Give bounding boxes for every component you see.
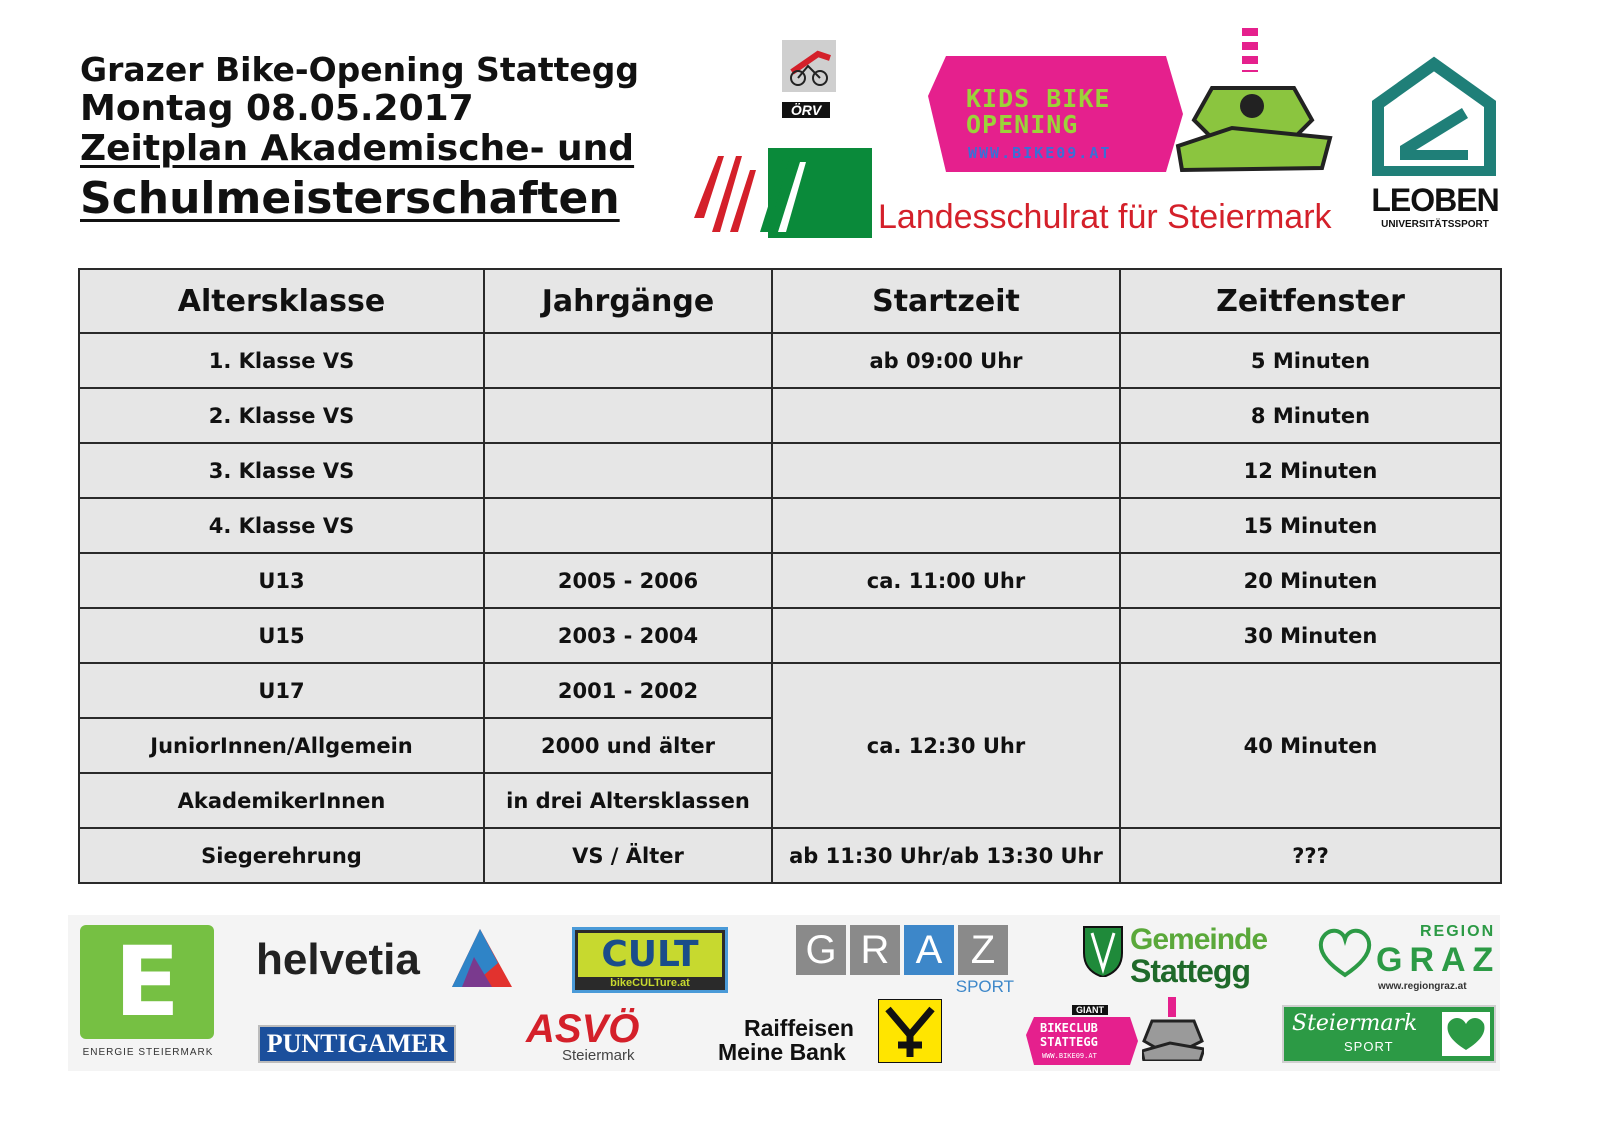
cell-start: [772, 498, 1120, 553]
cult-sub: bikeCULTure.at: [610, 977, 690, 989]
cell-fenster: 30 Minuten: [1120, 608, 1501, 663]
table-row: [79, 828, 1501, 883]
landesschulrat-mark-icon: [690, 148, 872, 238]
schedule-table: [78, 268, 1502, 884]
kids-bike-url: WWW.BIKE09.AT: [968, 144, 1112, 162]
giant-label: GIANT: [1072, 1005, 1108, 1015]
kids-bike-line1: KIDS BIKE: [966, 84, 1111, 113]
energie-e-tile: [80, 925, 214, 1039]
landesschulrat-logo: [690, 148, 1340, 240]
energie-e-letter: E: [114, 926, 180, 1038]
cell-klasse: 2. Klasse VS: [79, 388, 484, 443]
region-url: www.regiongraz.at: [1378, 981, 1467, 992]
raiffeisen-line1: Raiffeisen: [744, 1015, 854, 1041]
cell-fenster: 20 Minuten: [1120, 553, 1501, 608]
graz-sport-logo: [796, 925, 1022, 999]
cell-jahrgang: 2001 - 2002: [484, 663, 772, 718]
cyclist-icon: [778, 36, 840, 96]
table-row: [79, 608, 1501, 663]
cult-label: CULT: [578, 933, 722, 977]
table-row: [79, 663, 1501, 718]
gemeinde-line1: Gemeinde: [1130, 923, 1268, 956]
asvo-steiermark-logo: [506, 1007, 676, 1069]
region-graz-logo: [1314, 923, 1500, 999]
cell-fenster: 15 Minuten: [1120, 498, 1501, 553]
event-title: Grazer Bike-Opening Stattegg: [80, 50, 640, 89]
cell-klasse: U13: [79, 553, 484, 608]
raiffeisen-gable-icon: [878, 999, 942, 1063]
header-altersklasse: Altersklasse: [79, 269, 484, 333]
kids-bike-line2: OPENING: [966, 110, 1079, 139]
cell-klasse: 4. Klasse VS: [79, 498, 484, 553]
cell-fenster-merged: 40 Minuten: [1120, 663, 1501, 828]
table-row: [79, 388, 1501, 443]
raiffeisen-line2: Meine Bank: [718, 1039, 846, 1065]
title-block: [80, 52, 660, 223]
leoben-emblem-icon: [1370, 56, 1498, 176]
table-row: [79, 443, 1501, 498]
steiermark-label: Steiermark: [1292, 1011, 1418, 1036]
cell-klasse: Siegerehrung: [79, 828, 484, 883]
cell-start: ab 11:30 Uhr/ab 13:30 Uhr: [772, 828, 1120, 883]
cell-start: ab 09:00 Uhr: [772, 333, 1120, 388]
cell-fenster: ???: [1120, 828, 1501, 883]
coat-of-arms-icon: [1082, 925, 1124, 977]
bikeclub-url: WWW.BIKE09.AT: [1042, 1052, 1097, 1060]
graz-sport-sub: SPORT: [955, 977, 1014, 996]
energie-steiermark-logo: [78, 925, 228, 1065]
cell-klasse: U15: [79, 608, 484, 663]
cell-start-merged: ca. 12:30 Uhr: [772, 663, 1120, 828]
cell-start: [772, 443, 1120, 498]
steiermark-sport-logo: [1282, 1005, 1496, 1063]
helvetia-logo: [256, 925, 526, 995]
cell-jahrgang: [484, 498, 772, 553]
graz-letter: G: [796, 925, 846, 975]
asvo-label: ASVÖ: [526, 1007, 640, 1051]
leoben-sub: UNIVERSITÄTSSPORT: [1381, 219, 1489, 230]
heart-icon: [1316, 927, 1374, 979]
cell-fenster: 12 Minuten: [1120, 443, 1501, 498]
sponsor-strip: [68, 915, 1500, 1071]
cell-jahrgang: [484, 333, 772, 388]
graz-letters: [796, 925, 1022, 975]
schedule-title: Zeitplan Akademische- und: [80, 128, 635, 170]
header-zeitfenster: Zeitfenster: [1120, 269, 1501, 333]
table-row: [79, 333, 1501, 388]
region-main: GRAZ: [1376, 941, 1501, 979]
cell-fenster: 8 Minuten: [1120, 388, 1501, 443]
cell-jahrgang: VS / Älter: [484, 828, 772, 883]
cell-klasse: 1. Klasse VS: [79, 333, 484, 388]
raiffeisen-logo: [718, 999, 944, 1069]
puntigamer-label: PUNTIGAMER: [266, 1029, 448, 1058]
gemeinde-stattegg-logo: [1082, 925, 1282, 997]
table-row: [79, 553, 1501, 608]
header-startzeit: Startzeit: [772, 269, 1120, 333]
cell-jahrgang: 2005 - 2006: [484, 553, 772, 608]
graz-letter: Z: [958, 925, 1008, 975]
bikeclub-line1: BIKECLUB: [1040, 1021, 1098, 1035]
cell-start: [772, 388, 1120, 443]
graz-letter: A: [904, 925, 954, 975]
gemeinde-line2: Stattegg: [1130, 953, 1250, 989]
cell-jahrgang: in drei Altersklassen: [484, 773, 772, 828]
cell-klasse: U17: [79, 663, 484, 718]
event-date: Montag 08.05.2017: [80, 87, 474, 129]
cell-jahrgang: [484, 388, 772, 443]
green-heart-icon: [1442, 1012, 1490, 1056]
cell-fenster: 5 Minuten: [1120, 333, 1501, 388]
leoben-title: LEOBEN: [1371, 182, 1499, 218]
cell-klasse: AkademikerInnen: [79, 773, 484, 828]
orv-logo: [778, 36, 840, 118]
cell-jahrgang: [484, 443, 772, 498]
bikeclub-mascot-icon: [1142, 997, 1204, 1061]
orv-label: ÖRV: [782, 102, 830, 118]
cell-jahrgang: 2000 und älter: [484, 718, 772, 773]
helvetia-label: helvetia: [256, 935, 420, 984]
region-top: REGION: [1420, 923, 1496, 940]
puntigamer-logo: [258, 1025, 456, 1063]
landesschulrat-label: Landesschulrat für Steiermark: [878, 198, 1332, 236]
cell-klasse: JuniorInnen/Allgemein: [79, 718, 484, 773]
cell-klasse: 3. Klasse VS: [79, 443, 484, 498]
table-header-row: [79, 269, 1501, 333]
cell-start: [772, 608, 1120, 663]
cell-start: ca. 11:00 Uhr: [772, 553, 1120, 608]
asvo-sub: Steiermark: [562, 1047, 635, 1064]
leoben-universitaetssport-logo: [1370, 56, 1500, 236]
header-jahrgaenge: Jahrgänge: [484, 269, 772, 333]
cell-jahrgang: 2003 - 2004: [484, 608, 772, 663]
steiermark-sub: SPORT: [1344, 1039, 1394, 1054]
helvetia-triangle-icon: [452, 927, 514, 989]
table-row: [79, 498, 1501, 553]
bikeclub-stattegg-logo: [1026, 997, 1206, 1069]
graz-letter: R: [850, 925, 900, 975]
energie-label: ENERGIE STEIERMARK: [82, 1047, 214, 1058]
bikeculture-logo: [572, 927, 728, 993]
bikeclub-line2: STATTEGG: [1040, 1035, 1098, 1049]
schedule-subtitle: Schulmeisterschaften: [80, 172, 620, 224]
